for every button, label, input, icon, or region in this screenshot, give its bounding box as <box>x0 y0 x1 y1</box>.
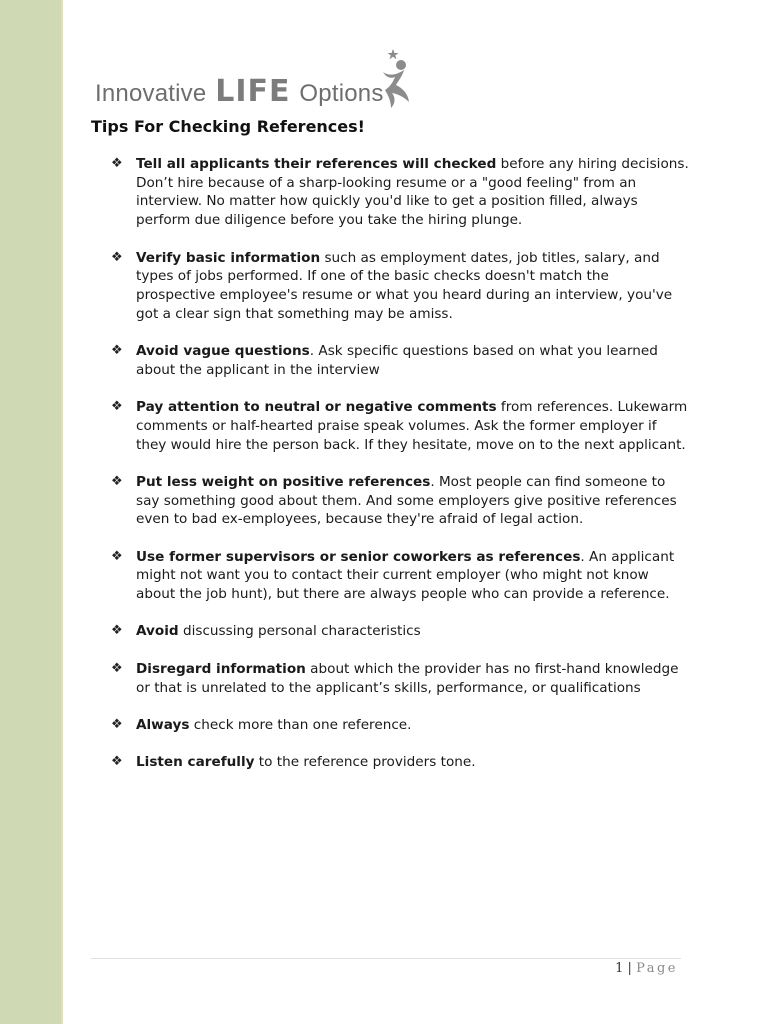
tip-item <box>111 249 691 324</box>
diamond-bullet-icon: ❖ <box>111 754 123 770</box>
tip-heading: Pay attention to neutral or negative comments <box>136 399 497 416</box>
diamond-bullet-icon: ❖ <box>111 156 123 171</box>
diamond-bullet-icon: ❖ <box>111 716 123 732</box>
tip-heading: Use former supervisors or senior coworkers as references <box>136 548 581 565</box>
tip-item <box>111 473 691 529</box>
diamond-bullet-icon: ❖ <box>111 623 123 639</box>
tip-text: . Ask specific questions based on what you learned about the applicant in the interview <box>136 343 658 378</box>
page-title: Tips For Checking References! <box>91 117 365 136</box>
tip-heading: Listen carefully <box>136 754 255 771</box>
tip-text: discussing personal characteristics <box>178 623 421 640</box>
tip-text: about which the provider has no first-hand knowledge or that is unrelated to the applicant’s skills, performance, or qualifications <box>136 660 679 696</box>
page-number: 1 <box>615 961 624 976</box>
left-margin-bar <box>0 0 63 1024</box>
tip-heading: Avoid vague questions <box>136 343 310 359</box>
diamond-bullet-icon: ❖ <box>111 343 123 358</box>
diamond-bullet-icon: ❖ <box>111 660 123 676</box>
diamond-bullet-icon: ❖ <box>111 249 123 265</box>
page-footer <box>615 961 678 976</box>
tip-item <box>111 622 691 641</box>
diamond-bullet-icon: ❖ <box>111 399 123 415</box>
tip-heading: Avoid <box>136 623 179 640</box>
tip-text: check more than one reference. <box>189 716 412 733</box>
tip-item <box>111 716 691 735</box>
logo-word-innovative: Innovative <box>95 80 214 107</box>
tip-item <box>111 398 691 454</box>
logo-wordmark <box>95 74 384 109</box>
tip-text: . Most people can find someone to say something good about them. And some employers give positive references even to bad ex-employees, because they're afraid of legal action. <box>136 473 677 528</box>
logo-word-life: LIFE <box>215 74 291 109</box>
tips-list <box>111 155 691 791</box>
tip-text: . An applicant might not want you to contact their current employer (who might not know about the job hunt), but there are always people who can provide a reference. <box>136 548 675 603</box>
page-separator: | <box>623 961 637 976</box>
star-person-figure-icon <box>378 48 414 110</box>
tip-heading: Always <box>136 716 190 733</box>
logo-word-options: Options <box>292 80 384 107</box>
tip-text: to the reference providers tone. <box>254 754 476 771</box>
tip-item <box>111 548 691 604</box>
tip-text: such as employment dates, job titles, salary, and types of jobs performed. If one of the basic checks doesn't match the prospective employee's resume or what you heard during an interview, you've got a clear sign that something may be amiss. <box>136 249 673 322</box>
footer-divider <box>91 958 681 959</box>
tip-heading: Tell all applicants their references will checked <box>136 156 497 172</box>
page-label: Page <box>636 961 678 976</box>
tip-item <box>111 660 691 697</box>
tip-text: before any hiring decisions. Don’t hire because of a sharp-looking resume or a "good feeling" from an interview. No matter how quickly you'd like to get a position filled, always perform due diligence before you take the hiring plunge. <box>136 156 689 229</box>
diamond-bullet-icon: ❖ <box>111 473 123 489</box>
tip-text: from references. Lukewarm comments or half-hearted praise speak volumes. Ask the former employer if they would hire the person back. If they hesitate, move on to the next applicant. <box>136 399 688 453</box>
company-logo <box>95 48 425 110</box>
tip-item <box>111 155 691 230</box>
tip-item <box>111 342 691 379</box>
tip-heading: Disregard information <box>136 660 306 677</box>
tip-heading: Verify basic information <box>136 249 321 266</box>
tip-heading: Put less weight on positive references <box>136 473 431 490</box>
tip-item <box>111 753 691 772</box>
diamond-bullet-icon: ❖ <box>111 548 123 564</box>
